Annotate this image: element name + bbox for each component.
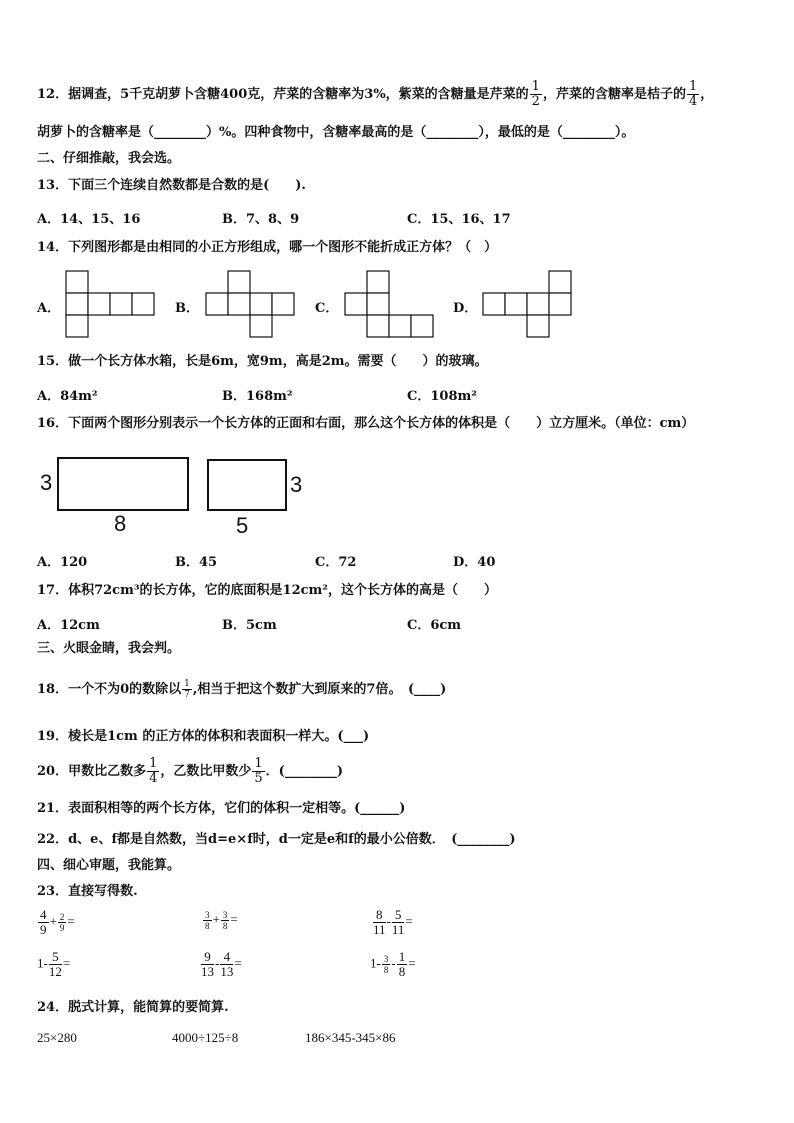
q23-expr-3: $\frac{8}{11}$ - $\frac{5}{11}$ =	[373, 907, 413, 937]
q16-option-d[interactable]: D．40	[453, 555, 496, 570]
q14-net-c	[343, 269, 443, 341]
q14-net-d	[481, 269, 581, 341]
q24-expr-1: 25×280	[37, 1030, 77, 1045]
q12-line2: 胡萝卜的含糖率是（________）%。四种食物中，含糖率最高的是（________），最低的是（________）。	[37, 125, 635, 140]
fig1-bottom-label: 8	[114, 511, 127, 536]
q14-option-d[interactable]: D．	[453, 301, 478, 316]
q16-option-b[interactable]: B．45	[175, 555, 218, 570]
q14-stem: 14．下列图形都是由相同的小正方形组成，哪一个图形不能折成正方体？（ ）	[37, 240, 498, 255]
q12-line1: 12．据调查，5千克胡萝卜含糖400克，芹菜的含糖率为3%，紫菜的含糖量是芹菜的 $\frac{1}{2}$ ，芹菜的含糖率是桔子的 $\frac{1}{4}$ ，	[37, 79, 714, 109]
q19-line: 19．棱长是1cm 的正方体的体积和表面积一样大。(___)	[37, 729, 370, 744]
q23-expr-4: 1- $\frac{5}{12}$ =	[37, 949, 71, 979]
fraction: $\frac{4}{13}$	[220, 949, 234, 979]
q16-stem: 16．下面两个图形分别表示一个长方体的正面和右面，那么这个长方体的体积是（ ）立方厘米。（单位：cm）	[37, 416, 695, 431]
section-4-heading: 四、细心审题，我能算。	[37, 858, 181, 873]
right-face-rect	[208, 460, 286, 510]
q24-expr-3: 186×345-345×86	[305, 1030, 396, 1045]
fraction: $\frac{3}{8}$	[222, 910, 228, 931]
q16-figures	[36, 454, 326, 536]
fraction: $\frac{1}{2}$	[531, 79, 540, 109]
q13-option-a[interactable]: A．14、15、16	[37, 212, 141, 227]
q14-option-c[interactable]: C．	[315, 301, 339, 316]
q23-expr-2: $\frac{3}{8}$ + $\frac{3}{8}$ =	[205, 910, 238, 931]
q16-option-a[interactable]: A．120	[37, 555, 88, 570]
q23-stem: 23．直接写得数.	[37, 884, 138, 899]
q15-option-c[interactable]: C．108m²	[407, 389, 477, 404]
q14-net-a	[64, 269, 164, 341]
q21-line: 21．表面积相等的两个长方体，它们的体积一定相等。(______)	[37, 801, 406, 816]
q20-line: 20．甲数比乙数多 $\frac{1}{4}$ ，乙数比甲数少 $\frac{1}{5}$ ．(________)	[37, 756, 343, 786]
fig2-side-label: 3	[290, 472, 303, 497]
section-3-heading: 三、火眼金睛，我会判。	[37, 641, 181, 656]
fraction: $\frac{1}{8}$	[398, 949, 406, 979]
q22-line: 22．d、e、f都是自然数，当d=e×f时，d一定是e和f的最小公倍数． (________)	[37, 832, 516, 847]
fraction: $\frac{1}{4}$	[688, 79, 698, 109]
q24-expr-2: 4000÷125÷8	[172, 1030, 239, 1045]
q15-option-b[interactable]: B．168m²	[222, 389, 293, 404]
fraction: $\frac{4}{9}$	[40, 907, 47, 937]
fraction: $\frac{1}{7}$	[184, 679, 190, 700]
fraction: $\frac{8}{11}$	[373, 907, 386, 937]
fraction: $\frac{1}{5}$	[254, 756, 263, 786]
q17-option-b[interactable]: B．5cm	[222, 618, 277, 633]
q23-expr-6: 1- $\frac{3}{8}$ - $\frac{1}{8}$ =	[370, 949, 416, 979]
q18-line: 18．一个不为0的数除以 $\frac{1}{7}$ ,相当于把这个数扩大到原来的7倍。 (____)	[37, 679, 447, 700]
q13-option-c[interactable]: C．15、16、17	[407, 212, 511, 227]
q13-stem: 13．下面三个连续自然数都是合数的是( ).	[37, 178, 306, 193]
q17-option-a[interactable]: A．12cm	[37, 618, 100, 633]
q15-stem: 15．做一个长方体水箱，长是6m，宽9m，高是2m。需要（ ）的玻璃。	[37, 354, 488, 369]
fraction: $\frac{3}{8}$	[205, 910, 210, 931]
fraction: $\frac{2}{9}$	[59, 912, 65, 933]
q14-option-b[interactable]: B．	[175, 301, 199, 316]
fraction: $\frac{5}{12}$	[48, 949, 62, 979]
q16-option-c[interactable]: C．72	[315, 555, 357, 570]
q23-expr-1: $\frac{4}{9}$ + $\frac{2}{9}$ =	[40, 907, 75, 937]
fraction: $\frac{9}{13}$	[201, 949, 214, 979]
fig1-side-label: 3	[40, 470, 53, 495]
fig2-bottom-label: 5	[236, 513, 249, 538]
q14-net-b	[204, 269, 304, 341]
q17-option-c[interactable]: C．6cm	[407, 618, 462, 633]
q17-stem: 17．体积72cm³的长方体，它的底面积是12cm²，这个长方体的高是（ ）	[37, 583, 498, 598]
fraction: $\frac{1}{4}$	[149, 756, 158, 786]
q24-stem: 24．脱式计算，能简算的要简算.	[37, 1000, 229, 1015]
q14-option-a[interactable]: A．	[37, 301, 61, 316]
q23-expr-5: $\frac{9}{13}$ - $\frac{4}{13}$ =	[201, 949, 242, 979]
q15-option-a[interactable]: A．84m²	[37, 389, 98, 404]
fraction: $\frac{3}{8}$	[383, 954, 389, 975]
fraction: $\frac{5}{11}$	[391, 907, 405, 937]
front-face-rect	[58, 458, 188, 510]
section-2-heading: 二、仔细推敲，我会选。	[37, 151, 181, 166]
q13-option-b[interactable]: B．7、8、9	[222, 212, 300, 227]
